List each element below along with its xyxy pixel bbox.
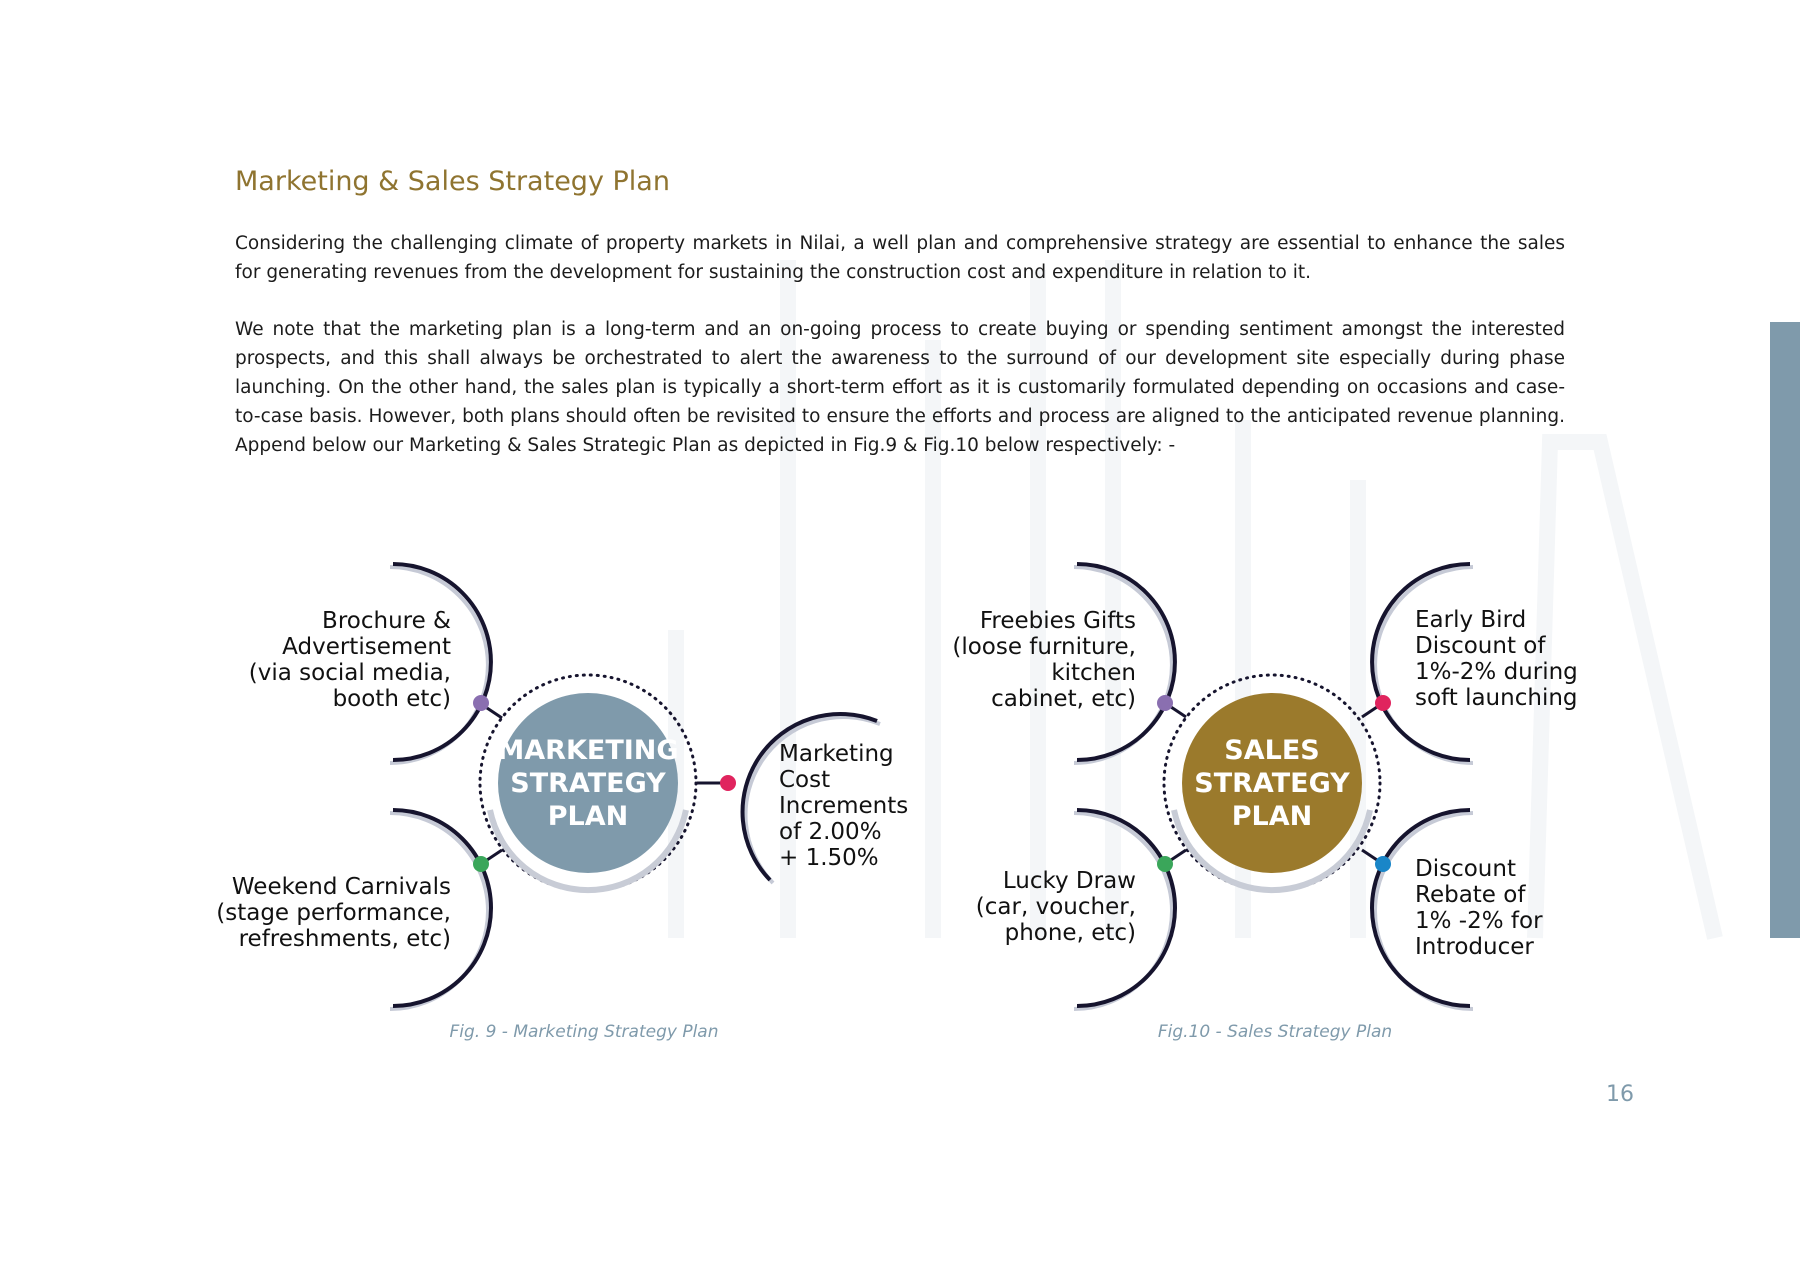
sales-bottom-right-dot	[1375, 856, 1391, 872]
page-number: 16	[1606, 1082, 1634, 1107]
marketing-item-cost: Marketing Cost Increments of 2.00% + 1.50%	[779, 741, 909, 871]
sales-item-early-bird: Early Bird Discount of 1%-2% during soft launching	[1415, 607, 1578, 711]
intro-paragraph: Considering the challenging climate of property markets in Nilai, a well plan and comprehensive strategy are essential to enhance the sales for generating revenues from the development for sustaining the construction cost and expenditure in relation to it.	[235, 233, 1565, 283]
sales-item-lucky-draw: Lucky Draw (car, voucher, phone, etc)	[975, 868, 1136, 946]
marketing-center-label: MARKETING STRATEGY PLAN	[497, 735, 679, 832]
sales-caption: Fig.10 - Sales Strategy Plan	[1157, 1022, 1393, 1042]
sales-center-label: SALES STRATEGY PLAN	[1194, 735, 1350, 832]
sales-bottom-left-dot	[1157, 856, 1173, 872]
plan-paragraph: We note that the marketing plan is a long-term and an on-going process to create buying or spending sentiment amongst the interested prospects, and this shall always be orchestrated to alert the awareness to the surround of our development site especially during phase launching. On the other hand, the sales plan is typically a short-term effort as it is customarily formulated depending on occasions and case-to-case basis. However, both plans should often be revisited to ensure the efforts and process are aligned to the anticipated revenue planning. Append below our Marketing & Sales Strategic Plan as depicted in Fig.9 & Fig.10 below respectively: -	[235, 319, 1565, 456]
marketing-item-brochure: Brochure & Advertisement (via social media, booth etc)	[248, 608, 451, 712]
page-title: Marketing & Sales Strategy Plan	[235, 166, 670, 197]
marketing-right-dot	[720, 775, 736, 791]
marketing-bottom-left-dot	[473, 856, 489, 872]
sales-top-right-dot	[1375, 695, 1391, 711]
sales-item-rebate: Discount Rebate of 1% -2% for Introducer	[1415, 856, 1543, 960]
marketing-caption: Fig. 9 - Marketing Strategy Plan	[449, 1022, 719, 1042]
sales-top-left-dot	[1157, 695, 1173, 711]
marketing-top-left-dot	[473, 695, 489, 711]
sales-item-freebies: Freebies Gifts (loose furniture, kitchen cabinet, etc)	[952, 608, 1136, 712]
marketing-item-carnivals: Weekend Carnivals (stage performance, refreshments, etc)	[216, 874, 451, 952]
